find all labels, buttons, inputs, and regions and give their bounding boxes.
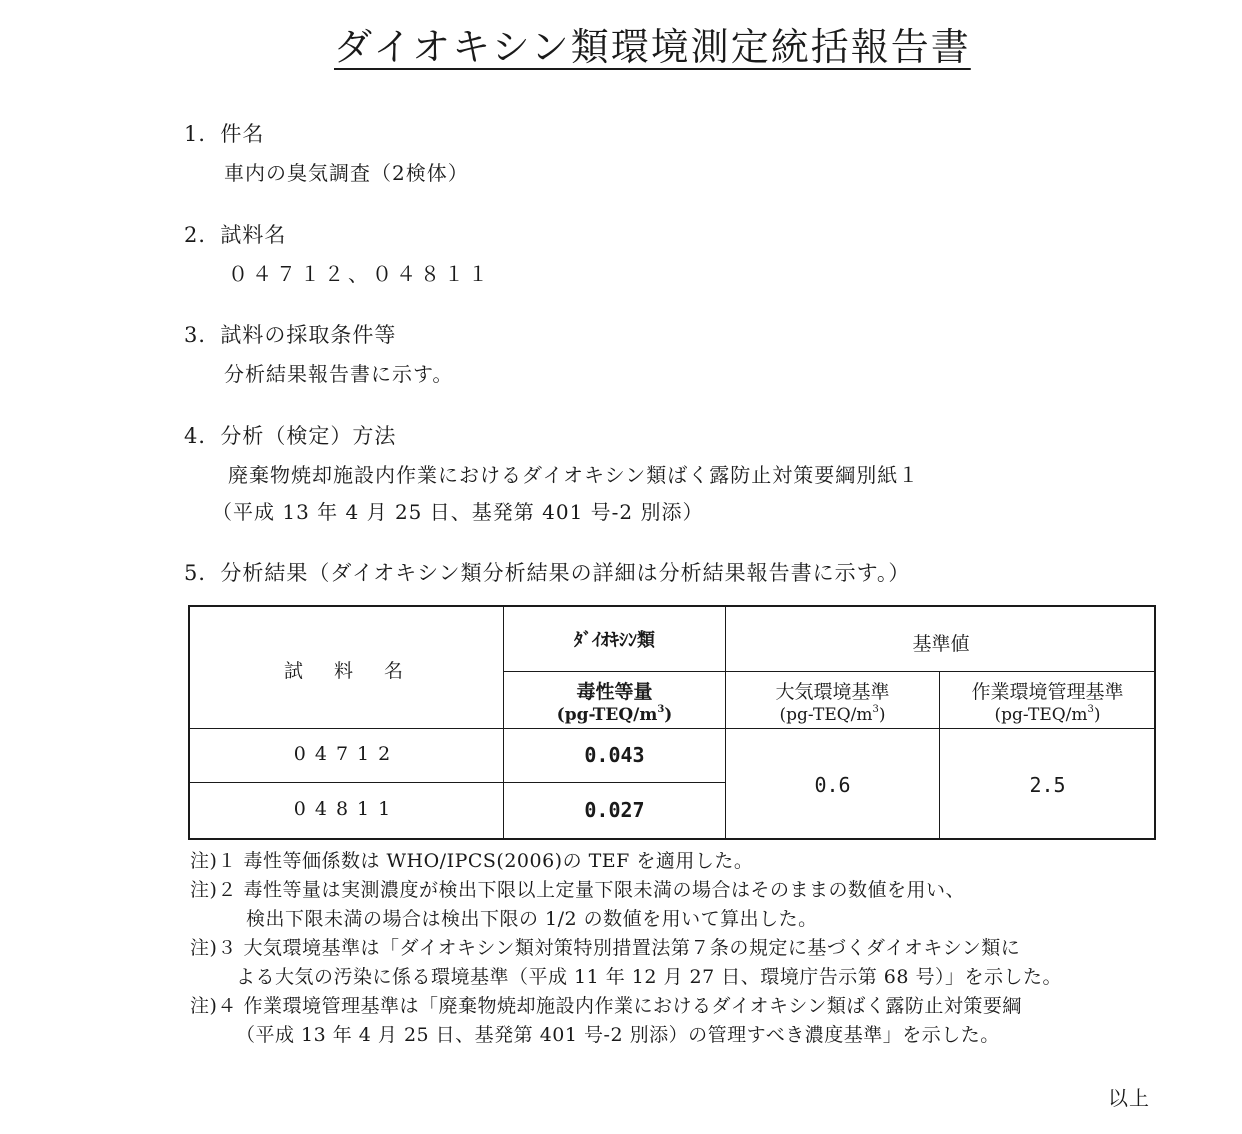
work-standard-header: 作業環境管理基準 <box>971 681 1124 703</box>
row-1-sample: 04712 <box>293 743 400 765</box>
standard-header: 基準値 <box>912 633 970 655</box>
sample-name-header: 試 料 名 <box>283 660 409 682</box>
note-2-line-1: 注)２ 毒性等量は実測濃度が検出下限以上定量下限未満の場合はそのままの数値を用い、 <box>190 879 965 901</box>
closing-mark: 以上 <box>1108 1086 1150 1110</box>
table-divider-h3 <box>188 782 726 783</box>
work-standard-unit: $(pg-TEQ/m^3)$ <box>994 704 1101 725</box>
section-1-body: 車内の臭気調査（2検体） <box>224 161 469 185</box>
note-4-line-1: 注)４ 作業環境管理基準は「廃棄物焼却施設内作業におけるダイオキシン類ばく露防止対策要綱 <box>190 995 1022 1017</box>
document-title: ダイオキシン類環境測定統括報告書 <box>334 25 971 69</box>
note-3-line-1: 注)３ 大気環境基準は「ダイオキシン類対策特別措置法第７条の規定に基づくダイオキシン類に <box>190 937 1021 959</box>
air-standard-value: 0.6 <box>814 773 851 797</box>
dioxin-header: ﾀﾞｲｵｷｼﾝ類 <box>574 630 655 651</box>
work-standard-value: 2.5 <box>1029 773 1066 797</box>
note-4-line-2: （平成 13 年 4 月 25 日、基発第 401 号-2 別添）の管理すべき濃度基準」を示した。 <box>236 1024 1000 1046</box>
air-standard-unit: $(pg-TEQ/m^3)$ <box>779 704 886 725</box>
section-4-heading: 4．分析（検定）方法 <box>184 424 397 448</box>
section-3-body: 分析結果報告書に示す。 <box>224 362 454 386</box>
note-2-line-2: 検出下限未満の場合は検出下限の 1/2 の数値を用いて算出した。 <box>246 908 818 930</box>
row-2-teq-value: 0.027 <box>584 798 645 822</box>
air-standard-header: 大気環境基準 <box>775 681 890 703</box>
teq-header: 毒性等量 <box>576 681 653 703</box>
section-1-heading: 1．件名 <box>184 122 265 146</box>
table-divider-h2 <box>188 728 1156 729</box>
note-3-line-2: よる大気の汚染に係る環境基準（平成 11 年 12 月 27 日、環境庁告示第 68 号）」を示した。 <box>236 966 1063 988</box>
teq-unit: $(pg-TEQ/m^3)$ <box>556 704 673 725</box>
note-1: 注)１ 毒性等価係数は WHO/IPCS(2006)の TEF を適用した。 <box>190 850 754 872</box>
section-2-body: ０４７１２、０４８１１ <box>228 262 492 286</box>
table-divider-h1 <box>503 671 1156 672</box>
row-2-sample: 04811 <box>293 798 400 820</box>
section-3-heading: 3．試料の採取条件等 <box>184 323 397 347</box>
section-2-heading: 2．試料名 <box>184 223 287 247</box>
table-border-bottom <box>188 838 1156 840</box>
section-4-body-line-1: 廃棄物焼却施設内作業におけるダイオキシン類ばく露防止対策要綱別紙１ <box>228 463 920 487</box>
section-5-heading: 5．分析結果（ダイオキシン類分析結果の詳細は分析結果報告書に示す。） <box>184 561 911 585</box>
section-4-body-line-2: （平成 13 年 4 月 25 日、基発第 401 号-2 別添） <box>212 500 704 524</box>
table-border-top <box>188 605 1156 607</box>
row-1-teq-value: 0.043 <box>584 743 645 767</box>
